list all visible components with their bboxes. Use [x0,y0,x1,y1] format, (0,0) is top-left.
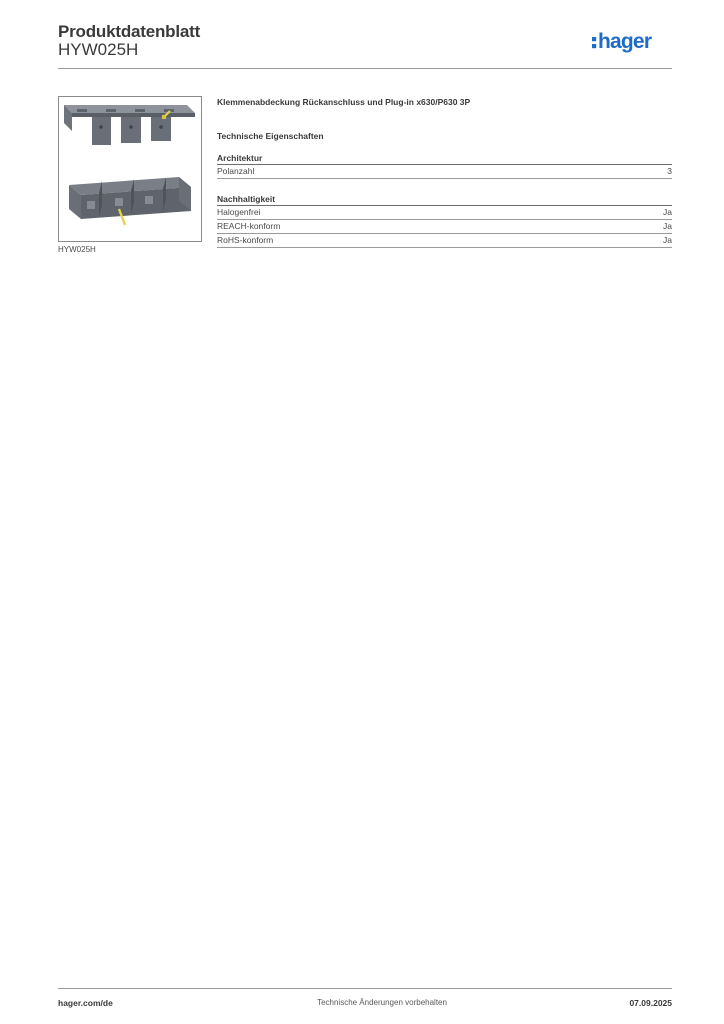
group-architektur [217,152,672,179]
product-details [217,96,672,248]
property-row [217,220,672,234]
section-title: Technische Eigenschaften [217,131,324,141]
header-divider [58,68,672,69]
property-label: REACH-konform [217,221,281,231]
footer-date: 07.09.2025 [629,998,672,1008]
property-value: Ja [663,235,672,245]
footer-website: hager.com/de [58,998,113,1008]
group-title: Nachhaltigkeit [217,193,672,206]
image-caption: HYW025H [58,245,96,254]
product-title: Klemmenabdeckung Rückanschluss und Plug-in x630/P630 3P [217,97,471,107]
property-row [217,165,672,179]
terminal-cover-illustration [59,97,201,241]
hager-logo [590,27,674,57]
product-image [58,96,202,242]
property-label: RoHS-konform [217,235,274,245]
footer-disclaimer: Technische Änderungen vorbehalten [317,998,447,1007]
property-label: Polanzahl [217,166,255,176]
property-value: 3 [667,166,672,176]
group-title: Architektur [217,152,672,165]
property-label: Halogenfrei [217,207,261,217]
product-code: HYW025H [58,40,139,59]
property-value: Ja [663,207,672,217]
property-row [217,206,672,220]
document-title: Produktdatenblatt [58,22,201,41]
logo-text: hager [598,30,652,53]
property-value: Ja [663,221,672,231]
group-nachhaltigkeit [217,193,672,248]
property-row [217,234,672,248]
footer-divider [58,988,672,989]
